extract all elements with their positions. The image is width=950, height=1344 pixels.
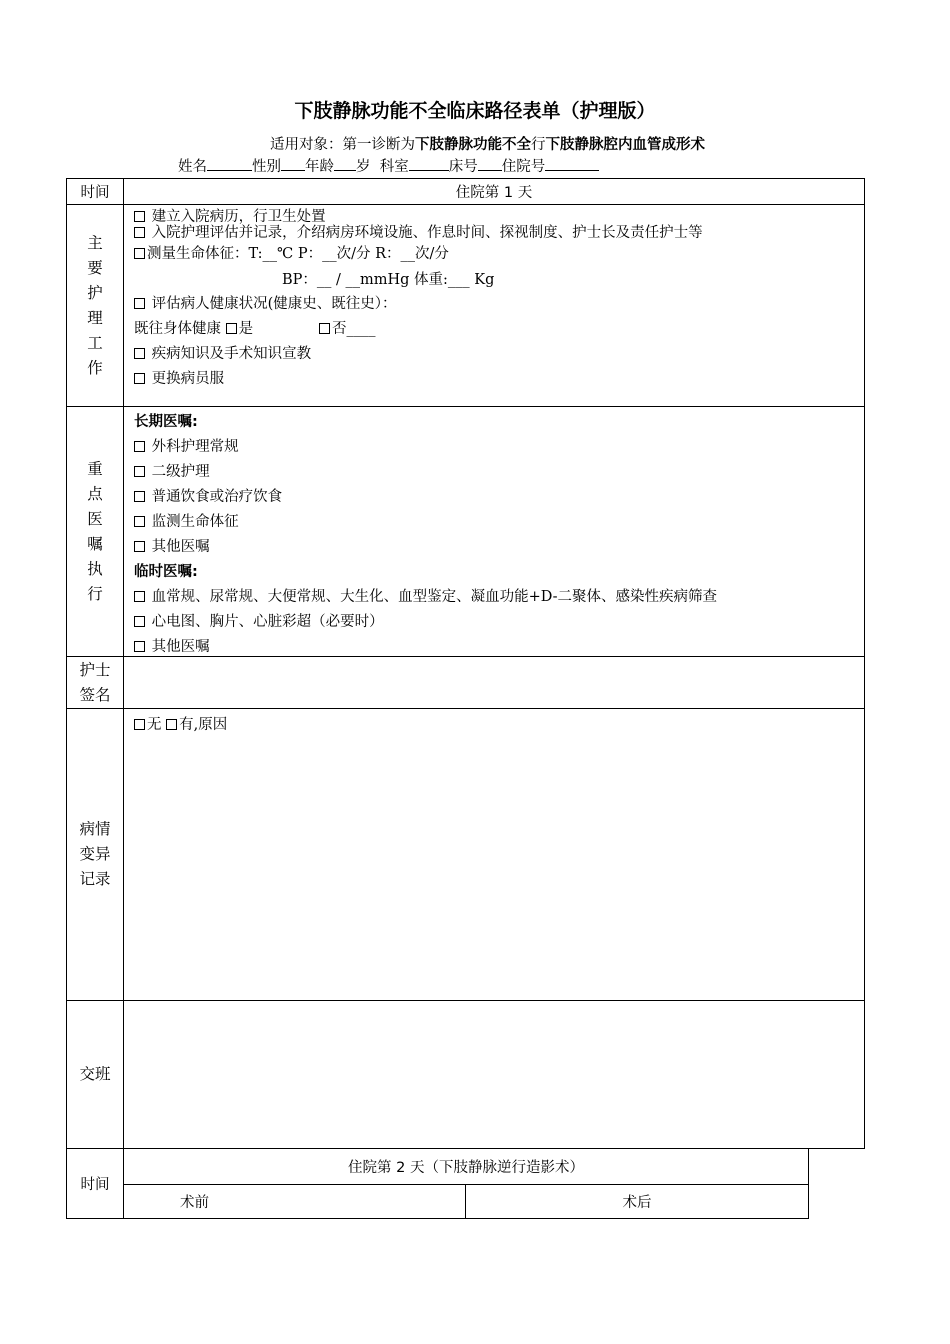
checkbox[interactable] [134,298,145,309]
checkbox[interactable] [134,641,145,652]
subtitle-prefix: 适用对象：第一诊断为 [270,137,415,153]
dept-field[interactable] [409,158,449,171]
nurse-signature-label: 护士 签名 [66,656,124,709]
key-orders-label: 重 点 医 嘱 执 行 [66,406,124,657]
checkbox[interactable] [134,466,145,477]
nursing-item[interactable]: 疾病知识及手术知识宣教 [134,342,311,363]
post-op-column: 术后 [465,1184,809,1219]
no-option[interactable]: 否____ [319,317,376,338]
checkbox[interactable] [134,516,145,527]
pre-op-column: 术前 [123,1184,466,1219]
gender-field[interactable] [281,158,305,171]
name-label: 姓名 [178,159,207,175]
nursing-item[interactable]: 入院护理评估并记录，介绍病房环境设施、作息时间、探视制度、护士长及责任护士等 [134,221,703,242]
subtitle-diagnosis: 下肢静脉功能不全 [415,137,531,153]
order-item[interactable]: 监测生命体征 [134,510,239,531]
nursing-item[interactable]: 建立入院病历，行卫生处置 [134,205,326,226]
long-term-orders-title: 长期医嘱: [134,414,198,430]
nursing-item[interactable]: 更换病员服 [134,367,224,388]
bp-weight-line[interactable]: BP：__ / __mmHg 体重:___ Kg [282,272,495,288]
admission-field[interactable] [545,158,599,171]
checkbox[interactable] [134,616,145,627]
order-item[interactable]: 其他医嘱 [134,535,210,556]
nursing-work-label: 主 要 护 理 工 作 [66,204,124,407]
dept-label: 科室 [379,159,409,175]
yes-checkbox[interactable] [226,323,237,334]
checkbox[interactable] [134,541,145,552]
bed-label: 床号 [448,159,478,175]
subtitle-mid: 行 [531,137,546,153]
no-checkbox[interactable] [319,323,330,334]
age-unit: 岁 [356,159,371,175]
age-label: 年龄 [305,159,334,175]
subtitle [0,133,950,154]
subtitle-procedure: 下肢静脉腔内血管成形术 [545,137,705,153]
checkbox[interactable] [134,227,145,238]
order-item[interactable]: 心电图、胸片、心脏彩超（必要时） [134,610,384,631]
none-checkbox[interactable] [134,719,145,730]
order-item[interactable]: 二级护理 [134,460,210,481]
order-item[interactable]: 外科护理常规 [134,435,239,456]
order-item[interactable]: 普通饮食或治疗饮食 [134,485,282,506]
checkbox[interactable] [134,248,145,259]
admission-label: 住院号 [501,159,546,175]
age-field[interactable] [334,158,356,171]
bed-field[interactable] [478,158,502,171]
yes-reason-checkbox[interactable] [166,719,177,730]
checkbox[interactable] [134,491,145,502]
handover-field[interactable] [123,1000,865,1149]
day1-header: 住院第 1 天 [123,178,865,205]
checkbox[interactable] [134,373,145,384]
temp-orders-title: 临时医嘱: [134,564,198,580]
checkbox[interactable] [134,441,145,452]
order-item[interactable]: 其他医嘱 [134,635,210,656]
name-field[interactable] [207,158,252,171]
handover-label: 交班 [66,1000,124,1149]
variance-options: 无 有,原因 [134,713,227,734]
day2-header: 住院第 2 天（下肢静脉逆行造影术） [123,1148,809,1185]
checkbox[interactable] [134,348,145,359]
past-health-line: 既往身体健康 是 [134,321,254,337]
variance-record-label: 病情 变异 记录 [66,708,124,1001]
checkbox[interactable] [134,591,145,602]
variance-record-field[interactable] [123,708,865,1001]
day2-time-label: 时间 [66,1148,124,1219]
nurse-signature-field[interactable] [123,656,865,709]
order-item[interactable]: 血常规、尿常规、大便常规、大生化、血型鉴定、凝血功能+D-二聚体、感染性疾病筛查 [134,585,717,606]
nursing-item[interactable]: 评估病人健康状况(健康史、既往史）： [134,292,397,313]
vital-signs-item[interactable]: 测量生命体征：T:__℃ P：__次/分 R：__次/分 [134,242,449,263]
document-title: 下肢静脉功能不全临床路径表单（护理版） [294,100,656,122]
day1-time-label: 时间 [66,178,124,205]
gender-label: 性别 [252,159,281,175]
patient-info-line [178,155,599,176]
